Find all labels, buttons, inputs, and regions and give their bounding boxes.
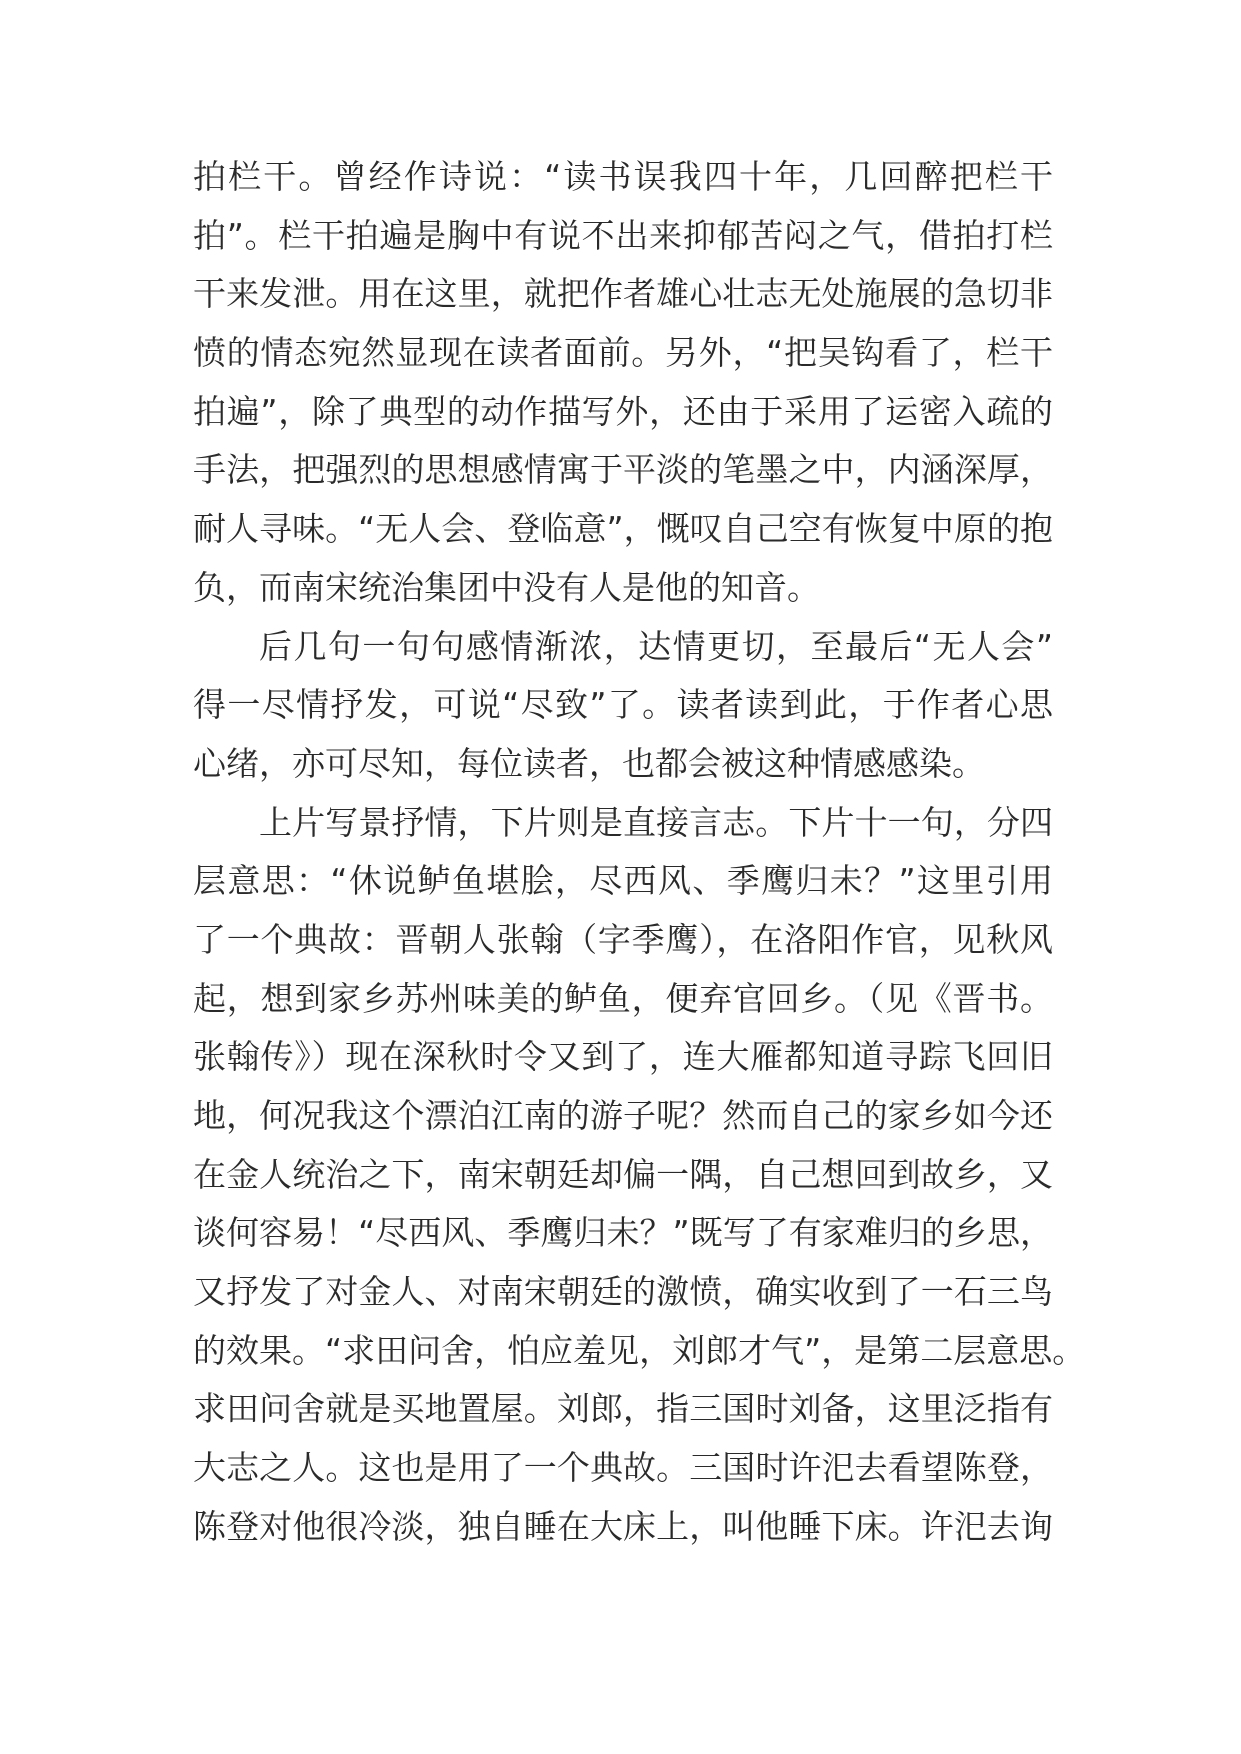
text-line: 拍遍”，除了典型的动作描写外，还由于采用了运密入疏的 [193, 391, 1053, 431]
text-line: 耐人寻味。“无人会、登临意”，慨叹自己空有恢复中原的抱 [193, 509, 1053, 549]
text-line: 求田问舍就是买地置屋。刘郎，指三国时刘备，这里泛指有 [193, 1389, 1053, 1429]
text-line: 得一尽情抒发，可说“尽致”了。读者读到此，于作者心思 [193, 685, 1053, 725]
body-text [193, 148, 1086, 1557]
text-line: 的效果。“求田问舍，怕应羞见，刘郎才气”，是第二层意思。 [193, 1330, 1086, 1370]
text-line: 张翰传》）现在深秋时令又到了，连大雁都知道寻踪飞回旧 [193, 1037, 1053, 1077]
text-line: 拍栏干。曾经作诗说：“读书误我四十年，几回醉把栏干 [193, 157, 1053, 196]
text-line: 上片写景抒情，下片则是直接言志。下片十一句，分四 [259, 802, 1053, 842]
text-line: 起，想到家乡苏州味美的鲈鱼，便弃官回乡。（见《晋书。 [193, 978, 1053, 1018]
text-line: 愤的情态宛然显现在读者面前。另外，“把吴钩看了，栏干 [193, 333, 1053, 373]
text-line: 地，何况我这个漂泊江南的游子呢？然而自己的家乡如今还 [193, 1096, 1053, 1135]
text-line: 拍”。栏干拍遍是胸中有说不出来抑郁苦闷之气，借拍打栏 [193, 215, 1053, 255]
text-line: 谈何容易！“尽西风、季鹰归未？”既写了有家难归的乡思， [193, 1213, 1053, 1253]
text-line: 了一个典故：晋朝人张翰（字季鹰），在洛阳作官，见秋风 [193, 919, 1053, 959]
text-line: 手法，把强烈的思想感情寓于平淡的笔墨之中，内涵深厚， [193, 450, 1053, 490]
text-line: 大志之人。这也是用了一个典故。三国时许汜去看望陈登， [193, 1448, 1053, 1488]
text-line: 后几句一句句感情渐浓，达情更切，至最后“无人会” [259, 626, 1053, 666]
text-line: 心绪，亦可尽知，每位读者，也都会被这种情感感染。 [193, 743, 985, 783]
text-line: 干来发泄。用在这里，就把作者雄心壮志无处施展的急切非 [193, 274, 1053, 314]
text-line: 层意思：“休说鲈鱼堪脍，尽西风、季鹰归未？”这里引用 [193, 861, 1053, 901]
text-line: 在金人统治之下，南宋朝廷却偏一隅，自己想回到故乡，又 [193, 1154, 1053, 1194]
text-line: 负，而南宋统治集团中没有人是他的知音。 [193, 567, 820, 607]
text-line: 陈登对他很冷淡，独自睡在大床上，叫他睡下床。许汜去询 [193, 1506, 1053, 1546]
text-line: 又抒发了对金人、对南宋朝廷的激愤，确实收到了一石三鸟 [193, 1272, 1053, 1312]
